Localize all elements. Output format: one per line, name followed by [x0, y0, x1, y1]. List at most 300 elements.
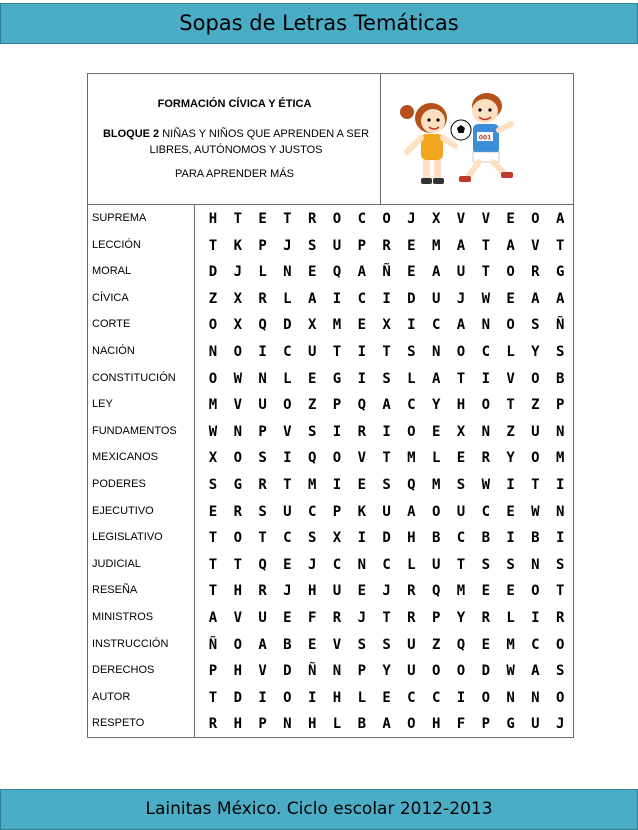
- grid-letter: A: [531, 290, 540, 307]
- grid-row: [195, 685, 573, 711]
- page-title: Sopas de Letras Temáticas: [179, 11, 459, 35]
- grid-letter: P: [258, 423, 267, 440]
- grid-letter: P: [431, 610, 441, 626]
- grid-letter: C: [283, 530, 292, 547]
- grid-letter: O: [555, 689, 565, 706]
- grid-letter: L: [407, 556, 416, 573]
- grid-letter: N: [506, 689, 515, 706]
- grid-letter: I: [307, 689, 317, 706]
- grid-letter: W: [481, 477, 491, 493]
- grid-row: [195, 472, 573, 498]
- grid-letter: H: [456, 397, 466, 414]
- grid-letter: O: [481, 397, 491, 414]
- grid-letter: O: [382, 211, 391, 227]
- grid-letter: I: [555, 477, 565, 493]
- grid-letter: O: [233, 530, 243, 547]
- grid-letter: O: [506, 264, 515, 281]
- grid-letter: Z: [307, 397, 317, 414]
- grid-row: [195, 419, 573, 445]
- word-list-item: NACIÓN: [92, 345, 135, 357]
- grid-letter: P: [258, 716, 267, 733]
- grid-letter: E: [208, 503, 218, 520]
- grid-letter: A: [407, 503, 416, 520]
- grid-letter: N: [233, 423, 243, 440]
- grid-letter: S: [382, 477, 391, 493]
- grid-letter: H: [208, 211, 218, 227]
- grid-letter: J: [555, 716, 565, 733]
- grid-letter: R: [481, 610, 491, 626]
- word-list: [88, 205, 195, 737]
- grid-letter: O: [456, 663, 466, 680]
- grid-letter: C: [357, 211, 367, 227]
- grid-letter: A: [208, 610, 218, 626]
- grid-letter: U: [258, 397, 267, 414]
- grid-letter: O: [233, 450, 243, 467]
- grid-letter: V: [233, 397, 243, 414]
- grid-row: [195, 259, 573, 285]
- word-list-item: MINISTROS: [92, 611, 154, 623]
- worksheet-frame: [87, 73, 574, 738]
- grid-row: [195, 525, 573, 551]
- grid-letter: I: [357, 530, 367, 547]
- grid-letter: O: [431, 663, 441, 680]
- grid-letter: Z: [531, 397, 540, 414]
- grid-letter: I: [332, 423, 342, 440]
- grid-letter: Z: [431, 636, 441, 653]
- grid-letter: V: [456, 211, 466, 227]
- grid-letter: E: [481, 636, 491, 653]
- grid-letter: D: [283, 317, 292, 334]
- grid-letter: A: [555, 211, 565, 227]
- grid-letter: D: [283, 663, 292, 680]
- grid-letter: C: [407, 397, 416, 414]
- grid-letter: N: [332, 663, 342, 680]
- grid-letter: C: [357, 290, 367, 307]
- grid-letter: L: [506, 344, 515, 360]
- grid-letter: J: [456, 290, 466, 307]
- grid-letter: I: [283, 450, 292, 467]
- grid-letter: A: [555, 290, 565, 307]
- grid-letter: L: [431, 450, 441, 467]
- grid-letter: O: [531, 370, 540, 387]
- grid-letter: S: [357, 636, 367, 653]
- grid-letter: Y: [531, 344, 540, 360]
- grid-letter: H: [233, 716, 243, 733]
- word-list-item: RESPETO: [92, 717, 145, 730]
- grid-letter: O: [233, 344, 243, 360]
- grid-letter: P: [208, 663, 218, 680]
- word-list-item: MEXICANOS: [92, 451, 159, 464]
- grid-letter: Ñ: [555, 317, 565, 334]
- grid-letter: G: [332, 370, 342, 387]
- grid-row: [195, 233, 573, 259]
- grid-letter: Q: [258, 317, 267, 334]
- grid-letter: R: [258, 290, 267, 307]
- grid-letter: C: [481, 344, 491, 360]
- grid-letter: L: [258, 264, 267, 281]
- grid-letter: F: [456, 716, 466, 733]
- grid-letter: C: [431, 689, 441, 706]
- grid-letter: X: [332, 530, 342, 547]
- grid-letter: T: [233, 556, 243, 573]
- grid-letter: Z: [506, 423, 515, 440]
- grid-letter: Y: [431, 397, 441, 414]
- grid-row: [195, 312, 573, 338]
- grid-letter: T: [208, 530, 218, 547]
- grid-letter: I: [332, 477, 342, 493]
- grid-letter: E: [456, 450, 466, 467]
- grid-letter: H: [233, 583, 243, 600]
- grid-letter: S: [506, 556, 515, 573]
- grid-letter: R: [531, 264, 540, 281]
- block-text: NIÑAS Y NIÑOS QUE APRENDEN A SER LIBRES, AUTÓNOMOS Y JUSTOS: [149, 128, 370, 156]
- grid-letter: R: [233, 503, 243, 520]
- grid-row: [195, 605, 573, 631]
- grid-letter: B: [555, 370, 565, 387]
- word-list-item: FUNDAMENTOS: [92, 424, 177, 437]
- grid-letter: U: [456, 503, 466, 520]
- grid-letter: X: [456, 423, 466, 440]
- grid-letter: T: [481, 264, 491, 281]
- grid-letter: U: [307, 344, 317, 360]
- grid-letter: P: [357, 663, 367, 680]
- grid-letter: R: [407, 610, 416, 626]
- grid-letter: Q: [258, 556, 267, 573]
- illustration-box: [381, 74, 573, 205]
- grid-letter: S: [307, 423, 317, 440]
- grid-letter: J: [307, 556, 317, 573]
- grid-letter: R: [258, 583, 267, 600]
- grid-letter: U: [407, 636, 416, 653]
- grid-letter: R: [307, 211, 317, 227]
- grid-letter: R: [407, 583, 416, 600]
- grid-letter: R: [208, 716, 218, 733]
- grid-letter: V: [506, 370, 515, 387]
- grid-letter: O: [283, 689, 292, 706]
- grid-letter: N: [481, 317, 491, 334]
- grid-letter: P: [481, 716, 491, 733]
- grid-letter: A: [357, 264, 367, 281]
- grid-letter: A: [531, 663, 540, 680]
- grid-letter: T: [208, 556, 218, 573]
- grid-letter: S: [382, 370, 391, 387]
- word-list-item: INSTRUCCIÓN: [92, 637, 169, 650]
- grid-letter: I: [382, 290, 391, 307]
- grid-row: [195, 366, 573, 392]
- grid-letter: I: [332, 290, 342, 307]
- block-description: [102, 126, 370, 158]
- grid-letter: T: [258, 530, 267, 547]
- grid-letter: Z: [208, 290, 218, 307]
- grid-letter: R: [481, 450, 491, 467]
- grid-letter: D: [233, 689, 243, 706]
- grid-letter: M: [431, 237, 441, 254]
- grid-letter: T: [382, 344, 391, 360]
- grid-letter: H: [307, 583, 317, 600]
- grid-letter: S: [531, 317, 540, 334]
- word-list-item: SUPREMA: [92, 212, 147, 224]
- footer-text: Lainitas México. Ciclo escolar 2012-2013: [145, 799, 493, 819]
- grid-letter: E: [382, 689, 391, 706]
- grid-letter: Q: [307, 450, 317, 467]
- grid-letter: U: [407, 663, 416, 680]
- grid-letter: S: [382, 636, 391, 653]
- grid-letter: P: [258, 237, 267, 254]
- grid-letter: X: [208, 450, 218, 467]
- grid-letter: D: [407, 290, 416, 307]
- grid-letter: E: [481, 583, 491, 600]
- page-title-banner: [0, 3, 638, 44]
- grid-letter: L: [283, 370, 292, 387]
- grid-letter: K: [357, 503, 367, 520]
- grid-letter: Ñ: [307, 663, 317, 680]
- grid-letter: T: [456, 556, 466, 573]
- grid-letter: A: [456, 317, 466, 334]
- grid-letter: V: [233, 610, 243, 626]
- grid-letter: O: [332, 211, 342, 227]
- grid-letter: G: [233, 477, 243, 493]
- word-list-item: LECCIÓN: [92, 238, 141, 251]
- grid-row: [195, 206, 573, 232]
- grid-letter: P: [555, 397, 565, 414]
- grid-letter: S: [307, 530, 317, 547]
- grid-letter: T: [555, 237, 565, 254]
- grid-letter: N: [481, 423, 491, 440]
- word-list-item: AUTOR: [92, 690, 131, 703]
- grid-letter: X: [431, 211, 441, 227]
- grid-letter: S: [407, 344, 416, 360]
- grid-letter: O: [531, 583, 540, 600]
- tagline: PARA APRENDER MÁS: [175, 168, 294, 180]
- grid-letter: I: [357, 370, 367, 387]
- grid-letter: U: [531, 423, 540, 440]
- grid-letter: N: [357, 556, 367, 573]
- grid-letter: R: [357, 423, 367, 440]
- grid-letter: C: [456, 530, 466, 547]
- grid-letter: H: [332, 689, 342, 706]
- grid-letter: I: [481, 370, 491, 387]
- grid-letter: F: [307, 610, 317, 626]
- grid-letter: W: [208, 423, 218, 440]
- grid-letter: T: [531, 477, 540, 493]
- grid-letter: E: [357, 317, 367, 334]
- block-label: BLOQUE 2: [102, 128, 160, 140]
- subject-title: FORMACIÓN CÍVICA Y ÉTICA: [157, 98, 312, 110]
- grid-letter: A: [431, 264, 441, 281]
- grid-letter: E: [283, 610, 292, 626]
- grid-letter: S: [555, 344, 565, 360]
- grid-letter: I: [258, 689, 267, 706]
- grid-letter: I: [456, 689, 466, 706]
- grid-letter: K: [233, 237, 243, 254]
- word-list-item: RESEÑA: [92, 584, 138, 597]
- grid-letter: E: [431, 423, 441, 440]
- word-list-item: CÍVICA: [92, 291, 129, 304]
- grid-letter: O: [208, 317, 218, 334]
- grid-letter: T: [481, 237, 491, 254]
- grid-letter: J: [357, 610, 367, 626]
- grid-letter: S: [307, 237, 317, 254]
- grid-letter: J: [233, 264, 243, 281]
- grid-letter: O: [456, 344, 466, 360]
- grid-letter: A: [382, 716, 391, 733]
- grid-letter: C: [481, 503, 491, 520]
- grid-letter: P: [332, 503, 342, 520]
- grid-letter: Q: [456, 636, 466, 653]
- grid-letter: C: [307, 503, 317, 520]
- grid-row: [195, 339, 573, 365]
- grid-letter: V: [531, 237, 540, 254]
- grid-letter: Q: [431, 583, 441, 600]
- grid-letter: I: [506, 530, 515, 547]
- grid-letter: C: [531, 636, 540, 653]
- grid-letter: T: [283, 211, 292, 227]
- grid-letter: O: [555, 636, 565, 653]
- grid-letter: M: [555, 450, 565, 467]
- grid-letter: W: [233, 370, 243, 387]
- grid-letter: U: [531, 716, 540, 733]
- grid-letter: J: [382, 583, 391, 600]
- word-list-item: EJECUTIVO: [92, 504, 154, 517]
- grid-letter: C: [407, 689, 416, 706]
- grid-letter: O: [531, 450, 540, 467]
- grid-letter: U: [382, 503, 391, 520]
- grid-letter: A: [506, 237, 515, 254]
- grid-row: [195, 499, 573, 525]
- word-list-item: CONSTITUCIÓN: [92, 371, 176, 384]
- grid-letter: C: [431, 317, 441, 334]
- grid-letter: E: [506, 583, 515, 600]
- grid-letter: T: [456, 370, 466, 387]
- word-list-item: LEGISLATIVO: [92, 531, 163, 544]
- grid-letter: J: [283, 237, 292, 254]
- grid-letter: P: [332, 397, 342, 414]
- grid-letter: H: [431, 716, 441, 733]
- grid-letter: I: [506, 477, 515, 493]
- grid-letter: O: [506, 317, 515, 334]
- grid-letter: D: [208, 264, 218, 281]
- grid-letter: T: [382, 610, 391, 626]
- grid-letter: U: [283, 503, 292, 520]
- grid-letter: E: [307, 264, 317, 281]
- grid-letter: O: [208, 370, 218, 387]
- grid-letter: G: [506, 716, 515, 733]
- grid-letter: Ñ: [208, 636, 218, 653]
- word-list-item: JUDICIAL: [92, 557, 141, 570]
- grid-letter: H: [407, 530, 416, 547]
- grid-letter: A: [431, 370, 441, 387]
- grid-letter: U: [456, 264, 466, 281]
- grid-letter: L: [332, 716, 342, 733]
- grid-letter: D: [382, 530, 391, 547]
- grid-letter: R: [382, 237, 391, 254]
- grid-letter: V: [283, 423, 292, 440]
- grid-letter: I: [407, 317, 416, 334]
- grid-letter: B: [357, 716, 367, 733]
- grid-letter: T: [208, 689, 218, 706]
- grid-letter: M: [208, 397, 218, 414]
- grid-letter: E: [307, 636, 317, 653]
- grid-letter: Y: [506, 450, 515, 467]
- soccer-ball-icon: [451, 120, 471, 140]
- grid-row: [195, 286, 573, 312]
- grid-letter: B: [531, 530, 540, 547]
- grid-letter: C: [332, 556, 342, 573]
- grid-letter: O: [283, 397, 292, 414]
- grid-letter: E: [407, 237, 416, 254]
- grid-letter: E: [283, 556, 292, 573]
- grid-letter: T: [233, 211, 243, 227]
- grid-letter: B: [431, 530, 441, 547]
- grid-letter: I: [382, 423, 391, 440]
- grid-row: [195, 711, 573, 737]
- grid-letter: E: [506, 290, 515, 307]
- grid-letter: A: [456, 237, 466, 254]
- grid-letter: S: [208, 477, 218, 493]
- grid-letter: M: [307, 477, 317, 493]
- grid-letter: M: [332, 317, 342, 334]
- grid-letter: X: [307, 317, 317, 334]
- grid-letter: B: [481, 530, 491, 547]
- grid-letter: E: [357, 583, 367, 600]
- grid-letter: Y: [456, 610, 466, 626]
- grid-letter: N: [531, 689, 540, 706]
- grid-letter: E: [258, 211, 267, 227]
- grid-letter: S: [481, 556, 491, 573]
- grid-letter: B: [283, 636, 292, 653]
- grid-letter: O: [332, 450, 342, 467]
- grid-letter: J: [283, 583, 292, 600]
- grid-letter: C: [382, 556, 391, 573]
- grid-letter: I: [357, 344, 367, 360]
- grid-letter: M: [431, 477, 441, 493]
- grid-letter: L: [283, 290, 292, 307]
- grid-letter: O: [481, 689, 491, 706]
- grid-letter: N: [258, 370, 267, 387]
- grid-letter: A: [382, 397, 391, 414]
- grid-letter: V: [481, 211, 491, 227]
- grid-letter: Ñ: [382, 264, 391, 281]
- grid-letter: U: [258, 610, 267, 626]
- grid-letter: U: [431, 290, 441, 307]
- grid-letter: O: [407, 423, 416, 440]
- grid-letter: A: [258, 636, 267, 653]
- grid-letter: T: [332, 344, 342, 360]
- grid-letter: E: [307, 370, 317, 387]
- grid-letter: R: [332, 610, 342, 626]
- grid-letter: N: [208, 344, 218, 360]
- grid-letter: H: [233, 663, 243, 680]
- grid-letter: N: [555, 423, 565, 440]
- grid-row: [195, 392, 573, 418]
- grid-letter: R: [555, 610, 565, 626]
- grid-letter: U: [332, 583, 342, 600]
- grid-letter: X: [382, 317, 391, 334]
- grid-letter: E: [407, 264, 416, 281]
- grid-letter: I: [531, 610, 540, 626]
- grid-letter: O: [407, 716, 416, 733]
- grid-letter: Y: [382, 663, 391, 680]
- grid-letter: E: [357, 477, 367, 493]
- grid-letter: Q: [407, 477, 416, 493]
- grid-letter: I: [555, 530, 565, 547]
- grid-letter: S: [555, 556, 565, 573]
- grid-letter: M: [407, 450, 416, 467]
- grid-letter: Q: [332, 264, 342, 281]
- grid-letter: T: [382, 450, 391, 467]
- grid-letter: S: [258, 503, 267, 520]
- grid-letter: N: [531, 556, 540, 573]
